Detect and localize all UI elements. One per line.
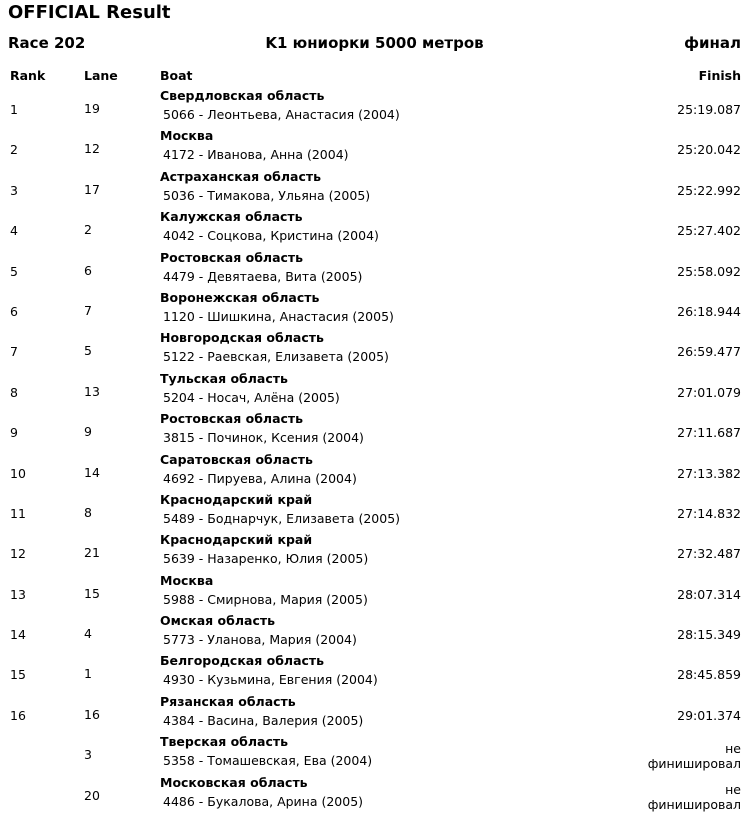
lane-cell: 7	[84, 302, 92, 318]
boat-crew: 4692 - Пируева, Алина (2004)	[163, 470, 357, 486]
table-row	[0, 209, 750, 249]
column-header-boat: Boat	[160, 68, 193, 83]
boat-club: Саратовская область	[160, 451, 313, 467]
boat-crew: 5988 - Смирнова, Мария (2005)	[163, 591, 368, 607]
boat-crew: 5066 - Леонтьева, Анастасия (2004)	[163, 107, 400, 122]
boat-crew: 4486 - Букалова, Арина (2005)	[163, 793, 364, 809]
boat-club: Краснодарский край	[160, 491, 313, 507]
finish-time: 25:19.087	[677, 102, 741, 117]
finish-time: 28:07.314	[677, 586, 741, 602]
page-title: OFFICIAL Result	[8, 2, 171, 23]
rank-cell: 8	[10, 384, 18, 400]
boat-club: Новгородская область	[160, 330, 324, 346]
rank-cell: 16	[10, 707, 26, 723]
lane-cell: 16	[84, 706, 100, 722]
race-phase: финал	[684, 34, 741, 52]
boat-club: Москва	[160, 572, 214, 588]
lane-cell: 19	[84, 101, 100, 116]
finish-time: 25:20.042	[677, 142, 741, 158]
lane-cell: 14	[84, 464, 100, 480]
boat-club: Свердловская область	[160, 88, 325, 103]
finish-time: 25:22.992	[677, 182, 741, 198]
table-row	[0, 775, 750, 815]
lane-cell: 2	[84, 222, 92, 238]
event-name: K1 юниорки 5000 метров	[265, 34, 484, 52]
rank-cell: 9	[10, 425, 18, 441]
boat-crew: 4479 - Девятаева, Вита (2005)	[163, 268, 363, 284]
rank-cell: 13	[10, 586, 26, 602]
table-row	[0, 250, 750, 290]
column-header-lane: Lane	[84, 68, 118, 83]
race-number: Race 202	[8, 34, 86, 52]
boat-club: Краснодарский край	[160, 532, 313, 548]
finish-time: 27:11.687	[677, 425, 741, 441]
boat-club: Белгородская область	[160, 653, 325, 669]
table-row	[0, 734, 750, 774]
table-row	[0, 128, 750, 168]
lane-cell: 6	[84, 262, 92, 278]
lane-cell: 1	[84, 666, 92, 682]
lane-cell: 21	[84, 545, 100, 561]
rank-cell: 5	[10, 263, 18, 279]
lane-cell: 15	[84, 585, 100, 601]
finish-time: 26:18.944	[677, 303, 741, 319]
table-row	[0, 452, 750, 492]
finish-time: не финишировал	[647, 741, 741, 772]
boat-crew: 5773 - Уланова, Мария (2004)	[163, 632, 357, 648]
boat-club: Ростовская область	[160, 249, 304, 265]
lane-cell: 17	[84, 181, 100, 197]
table-row	[0, 411, 750, 451]
rank-cell: 4	[10, 223, 18, 239]
finish-time: 28:45.859	[677, 667, 741, 683]
rank-cell: 2	[10, 142, 18, 158]
table-row	[0, 371, 750, 411]
table-row	[0, 169, 750, 209]
lane-cell: 5	[84, 343, 92, 359]
boat-club: Московская область	[160, 774, 308, 790]
rank-cell: 1	[10, 102, 18, 117]
boat-crew: 3815 - Починок, Ксения (2004)	[163, 430, 364, 446]
boat-crew: 5204 - Носач, Алёна (2005)	[163, 389, 340, 405]
rank-cell: 3	[10, 182, 18, 198]
finish-time: 25:27.402	[677, 223, 741, 239]
lane-cell: 13	[84, 383, 100, 399]
boat-crew: 1120 - Шишкина, Анастасия (2005)	[163, 308, 394, 324]
rank-cell: 15	[10, 667, 26, 683]
results-table	[0, 88, 750, 815]
lane-cell: 4	[84, 626, 92, 642]
boat-crew: 5036 - Тимакова, Ульяна (2005)	[163, 187, 371, 203]
boat-club: Астраханская область	[160, 168, 322, 184]
table-row	[0, 694, 750, 734]
boat-crew: 4930 - Кузьмина, Евгения (2004)	[163, 672, 378, 688]
finish-time: не финишировал	[647, 781, 741, 812]
table-row	[0, 532, 750, 572]
boat-club: Москва	[160, 128, 214, 144]
boat-crew: 4042 - Соцкова, Кристина (2004)	[163, 228, 379, 244]
boat-crew: 5122 - Раевская, Елизавета (2005)	[163, 349, 389, 365]
rank-cell: 7	[10, 344, 18, 360]
lane-cell: 20	[84, 787, 100, 803]
boat-crew: 5489 - Боднарчук, Елизавета (2005)	[163, 510, 401, 526]
finish-time: 27:13.382	[677, 465, 741, 481]
race-header	[8, 34, 741, 54]
table-row	[0, 492, 750, 532]
boat-club: Рязанская область	[160, 693, 296, 709]
finish-time: 27:01.079	[677, 384, 741, 400]
finish-time: 27:14.832	[677, 505, 741, 521]
boat-crew: 5358 - Томашевская, Ева (2004)	[163, 753, 373, 769]
rank-cell: 6	[10, 303, 18, 319]
table-row	[0, 290, 750, 330]
boat-crew: 4384 - Васина, Валерия (2005)	[163, 712, 364, 728]
finish-time: 27:32.487	[677, 546, 741, 562]
finish-time: 26:59.477	[677, 344, 741, 360]
boat-crew: 5639 - Назаренко, Юлия (2005)	[163, 551, 369, 567]
table-row	[0, 613, 750, 653]
finish-time: 29:01.374	[677, 707, 741, 723]
table-row	[0, 653, 750, 693]
column-header-finish: Finish	[698, 68, 741, 83]
rank-cell: 14	[10, 627, 26, 643]
table-row	[0, 573, 750, 613]
boat-club: Воронежская область	[160, 289, 320, 305]
boat-club: Тульская область	[160, 370, 288, 386]
boat-club: Омская область	[160, 613, 276, 629]
lane-cell: 3	[84, 747, 92, 763]
rank-cell: 10	[10, 465, 26, 481]
table-header	[0, 68, 750, 84]
finish-time: 28:15.349	[677, 627, 741, 643]
table-row	[0, 330, 750, 370]
rank-cell: 12	[10, 546, 26, 562]
lane-cell: 12	[84, 141, 100, 157]
lane-cell: 9	[84, 424, 92, 440]
boat-crew: 4172 - Иванова, Анна (2004)	[163, 147, 349, 163]
boat-club: Тверская область	[160, 734, 289, 750]
rank-cell: 11	[10, 505, 26, 521]
column-header-rank: Rank	[10, 68, 46, 83]
lane-cell: 8	[84, 504, 92, 520]
finish-time: 25:58.092	[677, 263, 741, 279]
boat-club: Ростовская область	[160, 411, 304, 427]
boat-club: Калужская область	[160, 209, 303, 225]
table-row	[0, 88, 750, 128]
